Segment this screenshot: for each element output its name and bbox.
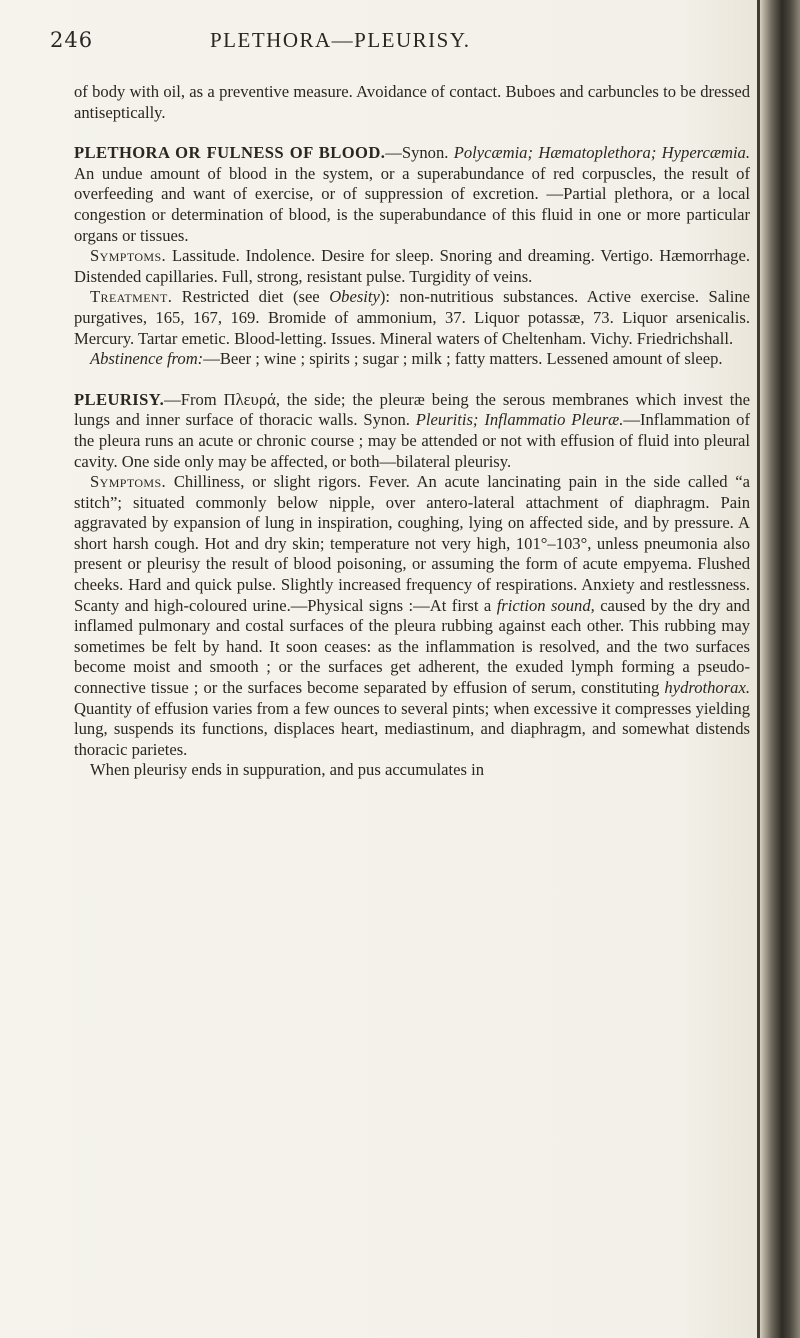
pleurisy-entry: PLEURISY.—From Πλευρά, the side; the pleuræ being the serous membranes which invest the lungs and inner surface of thoracic walls. Synon. Pleuritis; Inflammatio Pleuræ.—Inflammation of the pleura runs an acute or chronic course ; may be attended or not with effusion of fluid into pleural cavity. One side only may be affected, or both—bilateral pleurisy. bbox=[74, 389, 750, 471]
plethora-abstinence: Abstinence from:—Beer ; wine ; spirits ; sugar ; milk ; fatty matters. Lessened amount of sleep. bbox=[90, 349, 723, 369]
running-title: PLETHORA—PLEURISY. bbox=[210, 28, 471, 52]
plethora-entry: PLETHORA OR FULNESS OF BLOOD.—Synon. Polycæmia; Hæmatoplethora; Hypercæmia. An undue amount of blood in the system, or a superabundance of red corpuscles, the result of overfeeding and want of exercise, or of suppression of excretion. —Partial plethora, or a local congestion or determination of blood, is the superabundance of this fluid in one or more particular organs or tissues. bbox=[74, 143, 750, 245]
treatment-label: Treatment. bbox=[90, 287, 173, 307]
opening-paragraph: of body with oil, as a preventive measure. Avoidance of contact. Buboes and carbuncles to be dressed antiseptically. bbox=[74, 82, 750, 122]
cross-reference: Obesity bbox=[329, 287, 380, 307]
plethora-heading: PLETHORA OR FULNESS OF BLOOD. bbox=[74, 143, 386, 163]
page-number: 246 bbox=[50, 28, 94, 52]
book-spine bbox=[760, 0, 800, 1338]
pleurisy-heading: PLEURISY. bbox=[74, 389, 165, 409]
plethora-synonyms: Polycæmia; Hæmatoplethora; Hypercæmia. bbox=[453, 143, 750, 163]
page-header bbox=[50, 28, 750, 58]
pleurisy-symptoms: Symptoms. Chilliness, or slight rigors. Fever. An acute lancinating pain in the side called “a stitch”; situated commonly below nipple, over antero-lateral attachment of diaphragm. Pain aggravated by expansion of lung in inspiration, coughing, lying on affected side, and by pressure. A short harsh cough. Hot and dry skin; temperature not very high, 101°–103°, unless pneumonia also present or pleurisy the result of blood poisoning, or assuming the form of acute empyema. Flushed cheeks. Hard and quick pulse. Slightly increased frequency of respirations. Anxiety and restlessness. Scanty and high-coloured urine.—Physical signs :—At first a friction sound, caused by the dry and inflamed pulmonary and costal surfaces of the pleura rubbing against each other. This rubbing may sometimes be felt by hand. It soon ceases: as the inflammation is resolved, and the two surfaces become moist and smooth ; or the surfaces get adherent, the exuded lymph forming a pseudo-connective tissue ; or the surfaces become separated by effusion of serum, constituting hydrothorax. Quantity of effusion varies from a few ounces to several pints; when excessive it compresses yielding lung, suspends its functions, displaces heart, mediastinum, and diaphragm, and somewhat distends thoracic parietes. bbox=[74, 472, 750, 759]
pleurisy-synonyms: Pleuritis; Inflammatio Pleuræ. bbox=[415, 410, 624, 430]
plethora-symptoms: Symptoms. Lassitude. Indolence. Desire for sleep. Snoring and dreaming. Vertigo. Hæmorrhage. Distended capillaries. Full, strong, resistant pulse. Turgidity of veins. bbox=[74, 246, 750, 286]
abstinence-label: Abstinence from: bbox=[90, 349, 204, 369]
plethora-treatment: Treatment. Restricted diet (see Obesity): non-nutritious substances. Active exercise. Saline purgatives, 165, 167, 169. Bromide of ammonium, 37. Liquor potassæ, 73. Liquor arsenicalis. Mercury. Tartar emetic. Blood-letting. Issues. Mineral waters of Cheltenham. Vichy. Friedrichshall. bbox=[74, 287, 750, 348]
plethora-definition: An undue amount of blood in the system, or a superabundance of red corpuscles, the result of overfeeding and want of exercise, or of suppression of excretion. —Partial plethora, or a local congestion or determination of blood, is the superabundance of this fluid in one or more particular organs or tissues. bbox=[74, 163, 750, 245]
symptoms-label: Symptoms. bbox=[90, 472, 167, 492]
page-body bbox=[74, 82, 750, 781]
symptoms-label: Symptoms. bbox=[90, 246, 167, 266]
pleurisy-final-line: When pleurisy ends in suppuration, and pus accumulates in bbox=[90, 760, 485, 780]
